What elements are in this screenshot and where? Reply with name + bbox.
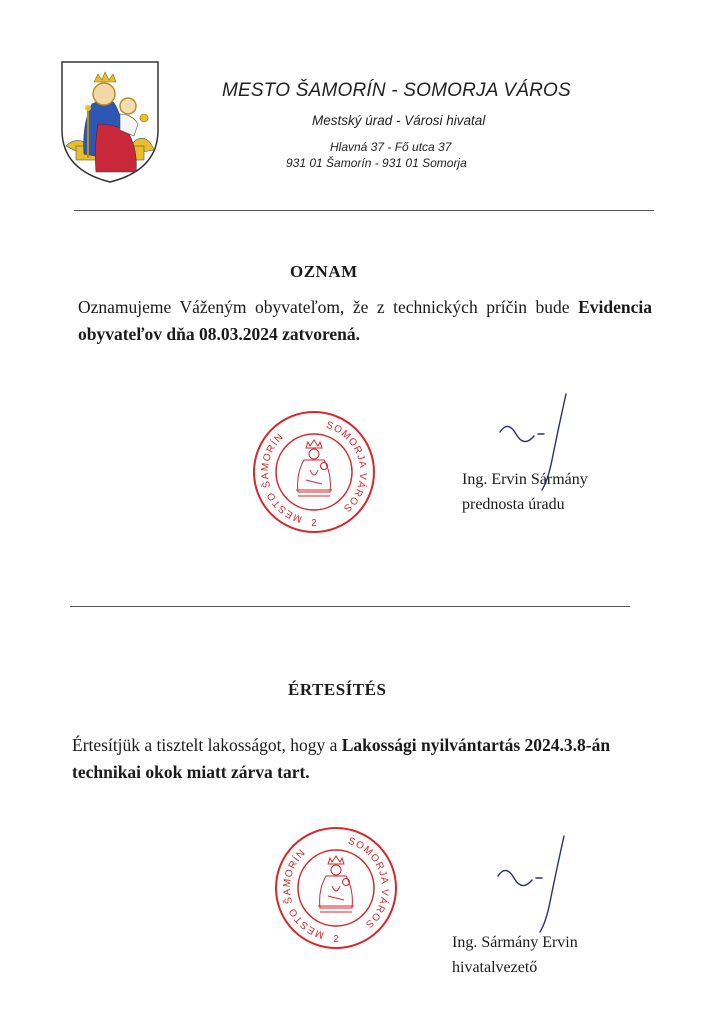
section-divider [70,606,630,607]
stamp-text-left: MESTO ŠAMORÍN [259,431,304,525]
header-divider [74,210,654,211]
notice-heading-hu: ÉRTESÍTÉS [288,680,387,699]
signer-title: prednosta úradu [462,496,565,513]
notice-heading-sk: OZNAM [290,262,358,281]
round-seal-icon [274,826,398,950]
city-name-title: MESTO ŠAMORÍN - SOMORJA VÁROS [222,80,571,101]
stamp-text-right: SOMORJA VÁROS [346,835,391,931]
official-stamp [274,826,398,950]
notice-text-hu-bold: Lakossági nyilvántartás 2024.3.8-án technikai okok miatt zárva tart. [72,735,611,782]
notice-text-sk-bold: Evidencia obyvateľov dňa 08.03.2024 zatvorená. [78,297,652,344]
svg-text:MESTO ŠAMORÍN [259,431,304,524]
signature-block-sk [462,467,588,517]
svg-text:SOMORJA VÁROS [346,836,391,931]
city-crest [58,58,162,186]
handwritten-signature-icon [492,832,576,936]
coat-of-arms-icon [58,58,162,186]
round-seal-icon [252,410,376,534]
signer-name: Ing. Sármány Ervin [452,934,578,951]
notice-text-sk [78,294,652,348]
stamp-text-left: MESTO ŠAMORÍN [281,847,326,941]
office-name: Mestský úrad - Városi hivatal [312,113,486,128]
signer-name: Ing. Ervin Sármány [462,471,588,488]
postal-address: 931 01 Šamorín - 931 01 Somorja [286,156,467,170]
signature [492,832,576,936]
official-stamp [252,410,376,534]
stamp-number: 2 [311,518,317,529]
signer-title: hivatalvezető [452,959,538,976]
svg-text:MESTO ŠAMORÍN [281,847,326,940]
stamp-text-right: SOMORJA VÁROS [324,419,369,515]
notice-text-hu [72,732,648,786]
notice-text-hu-regular: Értesítjük a tisztelt lakosságot, hogy a [72,735,342,755]
notice-text-sk-regular: Oznamujeme Váženým obyvateľom, že z technických príčin bude [78,297,579,317]
signature-block-hu [452,930,578,980]
street-address: Hlavná 37 - Fő utca 37 [330,140,452,154]
stamp-number: 2 [333,934,339,945]
svg-text:SOMORJA VÁROS [324,420,369,515]
